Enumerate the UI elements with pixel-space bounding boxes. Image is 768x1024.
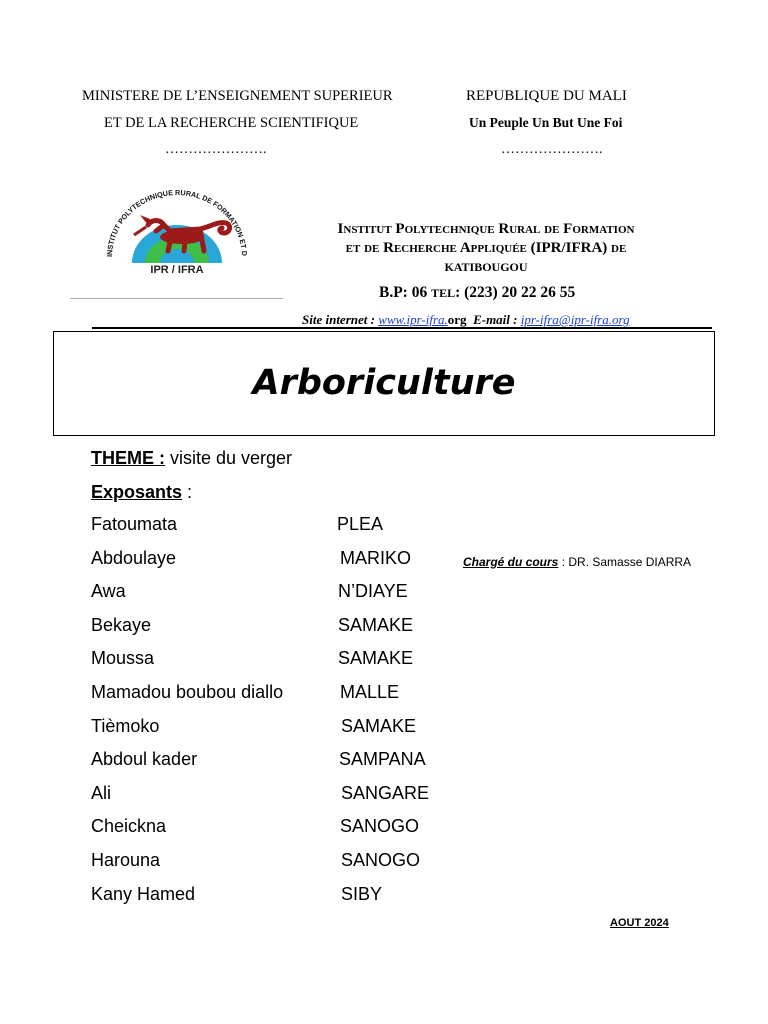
exposant-last-name: MALLE [340, 682, 400, 702]
title-box [53, 331, 715, 436]
course-lead [463, 555, 691, 569]
exposant-first-name: Awa [91, 581, 126, 602]
exposant-first-name: Mamadou boubou diallo [91, 682, 284, 702]
ministry-dots: …………………. [165, 142, 267, 157]
exposant-first-name: Harouna [91, 850, 161, 870]
ipr-ifra-logo [90, 185, 265, 280]
ministry-line-2: ET DE LA RECHERCHE SCIENTIFIQUE [104, 115, 359, 131]
charge-label: Chargé du cours [463, 555, 559, 569]
tel-label: TEL [431, 286, 456, 300]
logo-emblem-icon [90, 185, 265, 280]
exposant-last-name: SANOGO [341, 850, 421, 870]
exposant-first-name: Bekaye [91, 614, 152, 635]
header-rule [92, 327, 712, 329]
exposant-last-name: SAMAKE [341, 715, 417, 736]
document-title: Arboriculture [252, 363, 516, 403]
institute-line-1: Institut Polytechnique Rural de Formation [337, 221, 635, 237]
exposant-last-name: SIBY [341, 883, 383, 904]
email-link[interactable]: ipr-ifra@ipr-ifra.org [520, 312, 630, 327]
site-label: Site internet : [302, 312, 379, 327]
logo-underline [70, 298, 283, 299]
site-link[interactable]: www.ipr-ifra. [378, 312, 448, 327]
theme-row [91, 448, 292, 469]
exposant-last-name: SAMAKE [338, 648, 414, 669]
exposant-first-name: Abdoulaye [91, 547, 177, 568]
exposant-last-name: MARIKO [340, 547, 412, 568]
theme-value: visite du verger [165, 448, 293, 468]
exposant-first-name: Kany Hamed [91, 883, 196, 904]
exposant-last-name: SANOGO [340, 816, 420, 837]
exposants-label: Exposants [91, 482, 183, 502]
exposant-last-name: SANGARE [341, 782, 430, 803]
logo-ring-text: INSTITUT POLYTECHNIQUE RURAL DE FORMATION ET D [104, 187, 250, 258]
exposant-first-name: Fatoumata [91, 514, 178, 534]
theme-label: THEME : [91, 448, 165, 468]
exposant-first-name: Ali [91, 782, 112, 803]
exposant-first-name: Moussa [91, 648, 155, 669]
exposant-first-name: Tièmoko [91, 715, 160, 736]
institute-name [296, 220, 676, 277]
institute-line-2: et de Recherche Appliquée (IPR/IFRA) de [345, 240, 627, 256]
exposant-first-name: Abdoul kader [91, 749, 198, 770]
document-date: AOUT 2024 [610, 917, 669, 929]
tel-value: : (223) 20 22 26 55 [455, 284, 576, 301]
exposant-last-name: PLEA [337, 514, 384, 534]
exposants-colon: : [182, 482, 193, 502]
exposant-last-name: N’DIAYE [338, 581, 408, 602]
charge-value: : DR. Samasse DIARRA [558, 555, 692, 569]
institute-line-3: KATIBOUGOU [444, 260, 528, 274]
republic-dots: …………………. [501, 142, 603, 157]
exposant-first-name: Cheickna [91, 816, 167, 837]
site-suffix: org [447, 312, 467, 327]
contact-bp-tel [379, 284, 575, 302]
email-label: E-mail : [473, 312, 521, 327]
exposants-heading [91, 482, 192, 503]
bp-label: B.P: 06 [379, 284, 432, 301]
republic-motto: Un Peuple Un But Une Foi [469, 115, 623, 130]
exposant-last-name: SAMPANA [339, 749, 426, 770]
ministry-line-1: MINISTERE DE L’ENSEIGNEMENT SUPERIEUR [82, 88, 393, 104]
exposant-last-name: SAMAKE [338, 614, 414, 635]
contact-web [302, 312, 630, 328]
republic-name: REPUBLIQUE DU MALI [466, 88, 627, 104]
logo-caption: IPR / IFRA [150, 264, 204, 276]
